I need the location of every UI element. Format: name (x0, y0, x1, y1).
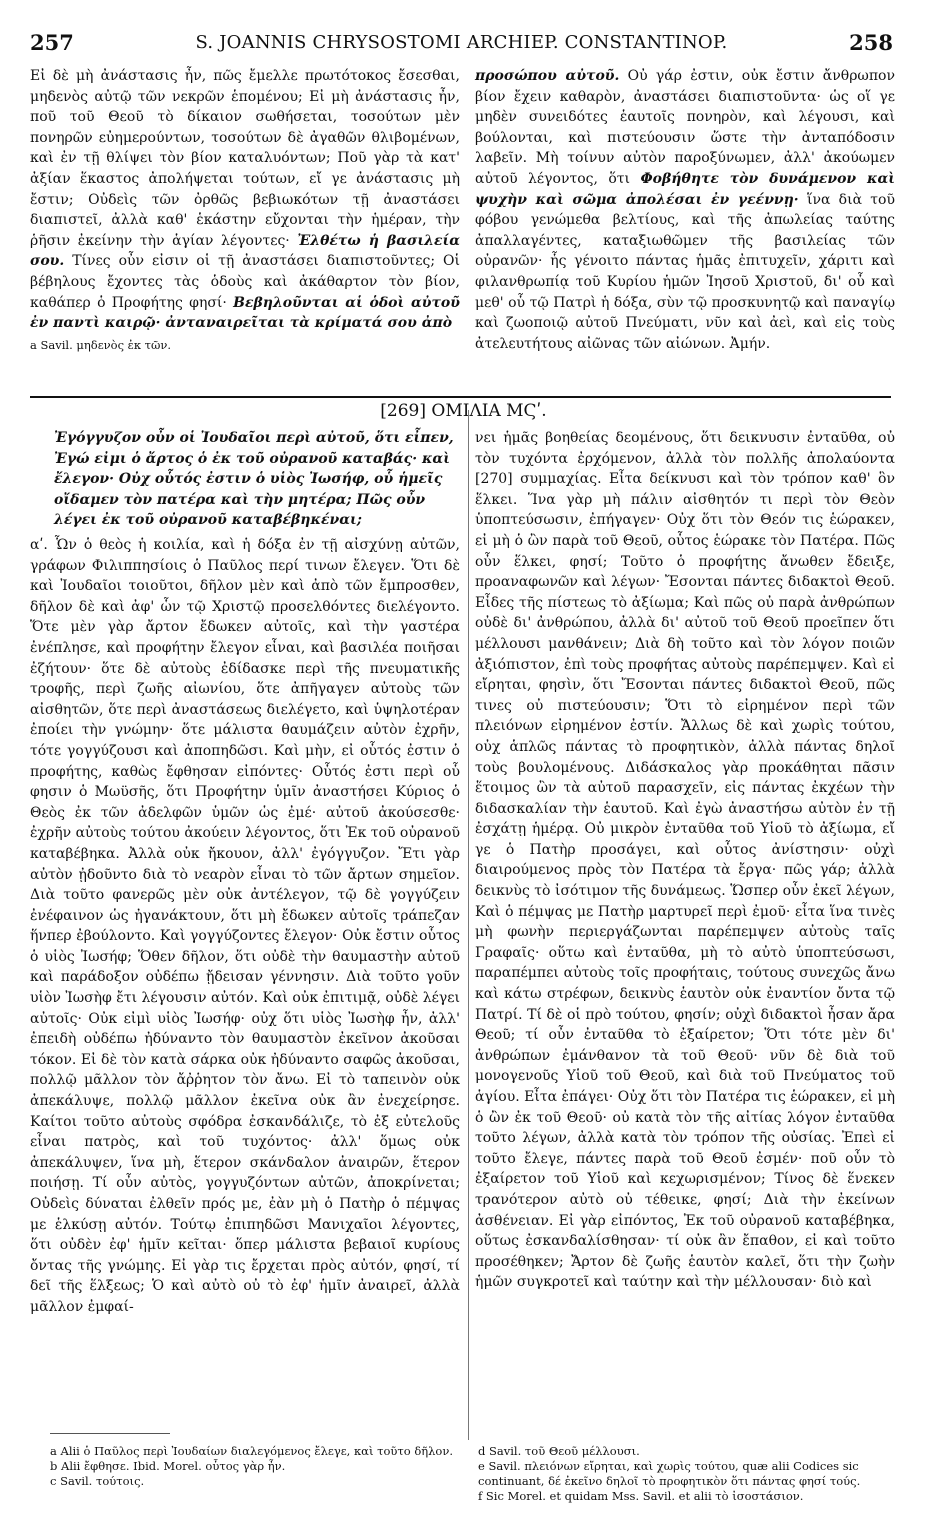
footnotes-left (50, 1444, 460, 1489)
page-number-left: 257 (30, 30, 74, 55)
footnote-rule-left (50, 1433, 170, 1434)
running-header (30, 30, 893, 60)
footnote-b: b Alii ἔφθησε. Ibid. Morel. οὗτος γὰρ ἦν. (50, 1459, 286, 1473)
top-right-body: Οὐ γάρ ἐστιν, οὐκ ἔστιν ἄνθρωπον βίον ἔχειν καθαρὸν, ἀναστάσει διαπιστοῦντα· ὡς οἵ γε μηδὲν συνειδότες ἑαυτοῖς πονηρὸν, καὶ λέγουσι, καὶ βούλονται, καὶ πιστεύουσιν ὥστε τὴν ἀνταπόδοσιν λαβεῖν. Μὴ τοίνυν αὐτὸν παροξύνωμεν, ἀλλ' ἀκούωμεν αὐτοῦ λέγοντος, ὅτι (475, 68, 895, 187)
footnote-f: f Sic Morel. et quidam Mss. Savil. et alii τὸ ἰσοστάσιον. (478, 1489, 804, 1503)
main-right-column (475, 428, 895, 1293)
footnote-a: a Alii ὁ Παῦλος περὶ Ἰουδαίων διαλεγόμενος ἔλεγε, καὶ τοῦτο δῆλον. (50, 1444, 453, 1458)
homily-intro (54, 428, 459, 531)
top-left-text (30, 66, 460, 334)
page-number-right: 258 (849, 30, 893, 55)
footnotes-right (478, 1444, 896, 1504)
running-title: S. JOANNIS CHRYSOSTOMI ARCHIEP. CONSTANTINOP. (195, 32, 728, 53)
main-left-text: αʹ. Ὧν ὁ θεὸς ἡ κοιλία, καὶ ἡ δόξα ἐν τῇ αἰσχύνῃ αὐτῶν, γράφων Φιλιππησίοις ὁ Παῦλος περί τινων ἔλεγεν. Ὅτι δὲ καὶ Ἰουδαῖοι τοιοῦτοι, δῆλον μὲν καὶ ἀπὸ τῶν ἔμπροσθεν, δῆλον δὲ καὶ ἀφ' ὧν τῷ Χριστῷ προσελθόντες διελέγοντο. Ὅτε μὲν γὰρ ἄρτον ἔδωκεν αὐτοῖς, καὶ τὴν γαστέρα ἐνέπλησε, καὶ προφήτην ἔλεγον εἶναι, καὶ βασιλέα ποιῆσαι ἐζήτουν· ὅτε δὲ αὐτοὺς ἐδίδασκε περὶ τῆς πνευματικῆς τροφῆς, περὶ ζωῆς αἰωνίου, ὅτε ἀπῆγαγεν αὐτοὺς τῶν αἰσθητῶν, ὅτε περὶ ἀναστάσεως διελέγετο, καὶ ὑψηλοτέραν ἐποίει τὴν γνώμην· ὅτε μάλιστα θαυμάζειν αὐτὸν ἐχρῆν, τότε γογγύζουσι καὶ ἀποπηδῶσι. Καὶ μὴν, εἰ οὗτός ἐστιν ὁ προφήτης, καθὼς ἔφθησαν εἰπόντες· Οὗτός ἐστι περὶ οὗ φησιν ὁ Μωϋσῆς, ὅτι Προφήτην ὑμῖν ἀναστήσει Κύριος ὁ Θεὸς ἐκ τῶν ἀδελφῶν ὑμῶν ὡς ἐμέ· αὐτοῦ ἀκούσεσθε· ἐχρῆν αὐτοὺς τούτου ἀκούειν λέγοντος, ὅτι Ἐκ τοῦ οὐρανοῦ καταβέβηκα. Ἀλλὰ οὐκ ἤκουον, ἀλλ' ἐγόγγυζον. Ἔτι γὰρ αὐτὸν ᾐδοῦντο διὰ τὸ νεαρὸν εἶναι τὸ τῶν ἄρτων σημεῖον. Διὰ τοῦτο φανερῶς μὲν οὐκ ἀντέλεγον, τῷ δὲ γογγύζειν ἐνέφαινον ὡς ἠγανάκτουν, ὅτι μὴ ἔδωκεν αὐτοῖς τράπεζαν ἥνπερ ἐβούλοντο. Καὶ γογγύζοντες ἔλεγον· Οὐκ ἔστιν οὗτος ὁ υἱὸς Ἰωσήφ; Ὅθεν δῆλον, ὅτι οὐδὲ τὴν θαυμαστὴν αὐτοῦ καὶ παράδοξον οὐδέπω ᾔδεισαν γέννησιν. Διὰ τοῦτο γοῦν υἱὸν Ἰωσὴφ ἔτι λέγουσιν αὐτόν. Καὶ οὐκ ἐπιτιμᾷ, οὐδὲ λέγει αὐτοῖς· Οὐκ εἰμὶ υἱὸς Ἰωσήφ· οὐχ ὅτι υἱὸς Ἰωσὴφ ἦν, ἀλλ' ἐπειδὴ οὐδέπω ἠδύναντο τὸν θαυμαστὸν ἐκεῖνον ἀκοῦσαι τόκον. Εἰ δὲ τὸν κατὰ σάρκα οὐκ ἠδύναντο σαφῶς ἀκοῦσαι, πολλῷ μᾶλλον τὸν ἄῤῥητον τὸν ἄνω. Εἰ τὸ ταπεινὸν οὐκ ἀπεκάλυψε, πολλῷ μᾶλλον ἐκεῖνα οὐκ ἂν ἐνεχείρησε. Καίτοι τοῦτο αὐτοὺς σφόδρα ἐσκανδάλιζε, τὸ ἐξ εὐτελοῦς εἶναι πατρὸς, καὶ τοῦ τυχόντος· ἀλλ' ὅμως οὐκ ἀπεκάλυψεν, ἵνα μὴ, ἕτερον σκάνδαλον ἀναιρῶν, ἕτερον ποιήσῃ. Τί οὖν αὐτὸς, γογγυζόντων αὐτῶν, ἀποκρίνεται; Οὐδεὶς δύναται ἐλθεῖν πρός με, ἐὰν μὴ ὁ Πατὴρ ὁ πέμψας με ἑλκύσῃ αὐτόν. Τούτῳ ἐπιπηδῶσι Μανιχαῖοι λέγοντες, ὅτι οὐδὲν ἐφ' ἡμῖν κεῖται· ὅπερ μάλιστα βεβαιοῖ κυρίους ὄντας τῆς γνώμης. Εἰ γὰρ τις ἔρχεται πρὸς αὐτόν, φησί, τί δεῖ τῆς ἕλξεως; Ὁ καὶ αὐτὸ οὐ τὸ ἐφ' ἡμῖν ἀναιρεῖ, ἀλλὰ μᾶλλον ἐμφαί- (30, 537, 460, 1315)
top-right-column (475, 66, 895, 354)
footnote-d: d Savil. τοῦ Θεοῦ μέλλουσι. (478, 1444, 640, 1458)
quote-thy-kingdom: Ἐλθέτω ἡ βασιλεία σου. (30, 232, 461, 270)
footnote-e: e Savil. πλειόνων εἴρηται, καὶ χωρὶς τούτου, quæ alii Codices sic continuant, δέ ἐκεῖνο δηλοῖ τὸ προφητικὸν ὅτι πάντας φησί τούς. (478, 1459, 861, 1488)
section-divider (30, 396, 891, 398)
main-right-text: νει ἡμᾶς βοηθείας δεομένους, ὅτι δεικνυσιν ἐνταῦθα, οὐ τὸν τυχόντα ἐρχόμενον, ἀλλὰ τὸν πολλῆς ἀπολαύοντα [270] συμμαχίας. Εἶτα δείκνυσι καὶ τὸν τρόπον καθ' ὃν ἕλκει. Ἵνα γὰρ μὴ πάλιν αἰσθητόν τι περὶ τὸν Θεὸν ὑποπτεύσωσιν, ἐπήγαγεν· Οὐχ ὅτι τὸν Θεόν τις ἑώρακεν, εἰ μὴ ὁ ὢν παρὰ τοῦ Θεοῦ, οὗτος ἑώρακε τὸν Πατέρα. Πῶς οὖν ἕλκει, φησί; Τοῦτο ὁ προφήτης ἄνωθεν ἔδειξε, προαναφωνῶν καὶ λέγων· Ἔσονται πάντες διδακτοὶ Θεοῦ. Εἶδες τῆς πίστεως τὸ ἀξίωμα; Καὶ πῶς οὐ παρὰ ἀνθρώπων οὐδὲ δι' ἀνθρώπου, ἀλλὰ δι' αὐτοῦ τοῦ Θεοῦ προεῖπεν ὅτι μέλλουσι μανθάνειν; Διὰ δὴ τοῦτο καὶ τὸν λόγον ποιῶν ἀξιόπιστον, ἐπὶ τοὺς προφήτας αὐτοὺς παρέπεμψεν. Καὶ εἰ εἴρηται, φησὶν, ὅτι Ἔσονται πάντες διδακτοὶ Θεοῦ, πῶς τινες οὐ πιστεύουσιν; Ὅτι τὸ εἰρημένον περὶ τῶν πλειόνων εἰρημένον ἐστίν. Ἄλλως δὲ καὶ χωρὶς τούτου, οὐχ ἁπλῶς πάντας τὸ προφητικὸν, ἀλλὰ πάντας δηλοῖ τοὺς βουλομένους. Διδάσκαλος γὰρ προκάθηται πᾶσιν ἕτοιμος ὢν τὰ αὐτοῦ παρασχεῖν, εἰς πάντας ἐκχέων τὴν διδασκαλίαν τὴν ἑαυτοῦ. Καὶ ἐγὼ ἀναστήσω αὐτὸν ἐν τῇ ἐσχάτῃ ἡμέρᾳ. Οὐ μικρὸν ἐνταῦθα τοῦ Υἱοῦ τὸ ἀξίωμα, εἴ γε ὁ Πατὴρ προσάγει, καὶ οὗτος ἀνίστησιν· οὐχὶ διαιρούμενος πρὸς τὸν Πατέρα τὰ ἔργα· πῶς γάρ; ἀλλὰ δεικνὺς τὸ ἰσότιμον τῆς δυνάμεως. Ὥσπερ οὖν ἐκεῖ λέγων, Καὶ ὁ πέμψας με Πατὴρ μαρτυρεῖ περὶ ἐμοῦ· εἶτα ἵνα τινὲς μὴ φωνὴν περιεργάζωνται παρέπεμψεν αὐτοὺς ταῖς Γραφαῖς· οὕτω καὶ ἐνταῦθα, μὴ τὸ αὐτὸ ὑποπτεύσωσι, παραπέμπει αὐτοὺς τοῖς προφήταις, τούτους συνεχῶς ἄνω καὶ κάτω στρέφων, δεικνὺς ἑαυτὸν οὐκ ἐναντίον ὄντα τῷ Πατρί. Τί δὲ οἱ πρὸ τούτου, φησίν; οὐχὶ διδακτοὶ ἦσαν ἄρα Θεοῦ; τί οὖν ἐνταῦθα τὸ ἐξαίρετον; Ὅτι τότε μὲν δι' ἀνθρώπων ἐμάνθανον τὰ τοῦ Θεοῦ· νῦν δὲ διὰ τοῦ μονογενοῦς Υἱοῦ τοῦ Θεοῦ, καὶ διὰ τοῦ Πνεύματος τοῦ ἁγίου. Εἶτα ἐπάγει· Οὐχ ὅτι τὸν Πατέρα τις ἑώρακεν, εἰ μὴ ὁ ὢν ἐκ τοῦ Θεοῦ· οὐ κατὰ τὸν τῆς αἰτίας λόγον ἐνταῦθα τοῦτο λέγων, ἀλλὰ κατὰ τὸν τρόπον τῆς οὐσίας. Ἐπεὶ εἰ τοῦτο ἔλεγε, πάντες παρὰ τοῦ Θεοῦ ἐσμέν· ποῦ οὖν τὸ ἐξαίρετον τοῦ Υἱοῦ καὶ κεχωρισμένον; Τίνος δὲ ἕνεκεν τρανότερον αὐτὸ οὐ τέθεικε, φησί; Διὰ τὴν ἐκείνων ἀσθένειαν. Εἰ γὰρ εἰπόντος, Ἐκ τοῦ οὐρανοῦ καταβέβηκα, οὕτως ἐσκανδαλίσθησαν· τί οὐκ ἂν ἔπαθον, εἰ καὶ τοῦτο προσέθηκεν; Ἄρτον δὲ ζωῆς ἑαυτὸν καλεῖ, ὅτι τὴν ζωὴν ἡμῶν συγκροτεῖ καὶ ταύτην καὶ τὴν μέλλουσαν· διὸ καὶ (475, 430, 895, 1291)
top-right-text (475, 66, 895, 354)
homily-title: [269] ΟΜΙΛΙΑ ΜϚʹ. (380, 401, 547, 421)
top-left-column (30, 66, 460, 353)
quote-fear: Φοβήθητε τὸν δυνάμενον καὶ ψυχὴν καὶ σῶμα ἀπολέσαι ἐν γεέννῃ· (475, 170, 896, 208)
column-separator (468, 410, 469, 1440)
quote-psalm: Βεβηλοῦνται αἱ ὁδοὶ αὐτοῦ ἐν παντὶ καιρῷ· ἀνταναιρεῖται τὰ κρίματά σου ἀπὸ (30, 294, 460, 332)
intro-text: Ἐγόγγυζον οὖν οἱ Ἰουδαῖοι περὶ αὐτοῦ, ὅτι εἶπεν, Ἐγώ εἰμι ὁ ἄρτος ὁ ἐκ τοῦ οὐρανοῦ καταβάς· καὶ ἔλεγον· Οὐχ οὗτός ἐστιν ὁ υἱὸς Ἰωσήφ, οὗ ἡμεῖς οἴδαμεν τὸν πατέρα καὶ τὴν μητέρα; Πῶς οὖν λέγει ἐκ τοῦ οὐρανοῦ καταβέβηκέναι; (54, 430, 454, 529)
main-left-column (30, 535, 460, 1318)
top-left-footnote: a Savil. μηδενὸς ἐκ τῶν. (30, 337, 172, 352)
top-right-body-2: ἵνα διὰ τοῦ φόβου γενώμεθα βελτίους, καὶ τῆς ἀπωλείας ταύτης ἀπαλλαγέντες, καταξιωθῶμεν τῆς βασιλείας τῶν οὐρανῶν· ἧς γένοιτο πάντας ἡμᾶς ἐπιτυχεῖν, χάριτι καὶ φιλανθρωπίᾳ τοῦ Κυρίου ἡμῶν Ἰησοῦ Χριστοῦ, δι' οὗ καὶ μεθ' οὗ τῷ Πατρὶ ἡ δόξα, σὺν τῷ προσκυνητῷ καὶ παναγίῳ καὶ ζωοποιῷ αὐτοῦ Πνεύματι, νῦν καὶ ἀεὶ, καὶ εἰς τοὺς ἀτελευτήτους αἰῶνας τῶν αἰώνων. Ἀμήν. (475, 191, 895, 352)
quote-face: προσώπου αὐτοῦ. (475, 68, 620, 84)
footnote-c: c Savil. τούτοις. (50, 1474, 145, 1488)
top-left-body: Εἰ δὲ μὴ ἀνάστασις ἦν, πῶς ἔμελλε πρωτότοκος ἔσεσθαι, μηδενὸς αὐτῷ τῶν νεκρῶν ἑπομένου; Εἰ μὴ ἀνάστασις ἦν, ποῦ τοῦ Θεοῦ τὸ δίκαιον σωθήσεται, τοσούτων μὲν πονηρῶν εὐημερούντων, τοσούτων δὲ ἀγαθῶν θλιβομένων, καὶ ἐν τῇ θλίψει τὸν βίον καταλυόντων; Ποῦ γὰρ τὰ κατ' ἀξίαν ἕκαστος ἀπολήψεται τούτων, εἴ γε ἀνάστασις μὴ ἔστιν; Οὐδεὶς τῶν ὀρθῶς βεβιωκότων τῇ ἀναστάσει διαπιστεῖ, ἀλλὰ καθ' ἑκάστην εὔχονται τὴν ἡμέραν, τὴν ῥῆσιν ἐκείνην τὴν ἁγίαν λέγοντες· (30, 68, 460, 249)
top-left-body-2: Τίνες οὖν εἰσιν οἱ τῇ ἀναστάσει διαπιστοῦντες; Οἱ βέβηλους ἔχοντες τὰς ὁδοὺς καὶ ἀκάθαρτον τὸν βίον, καθάπερ ὁ Προφήτης φησί· (30, 253, 460, 311)
